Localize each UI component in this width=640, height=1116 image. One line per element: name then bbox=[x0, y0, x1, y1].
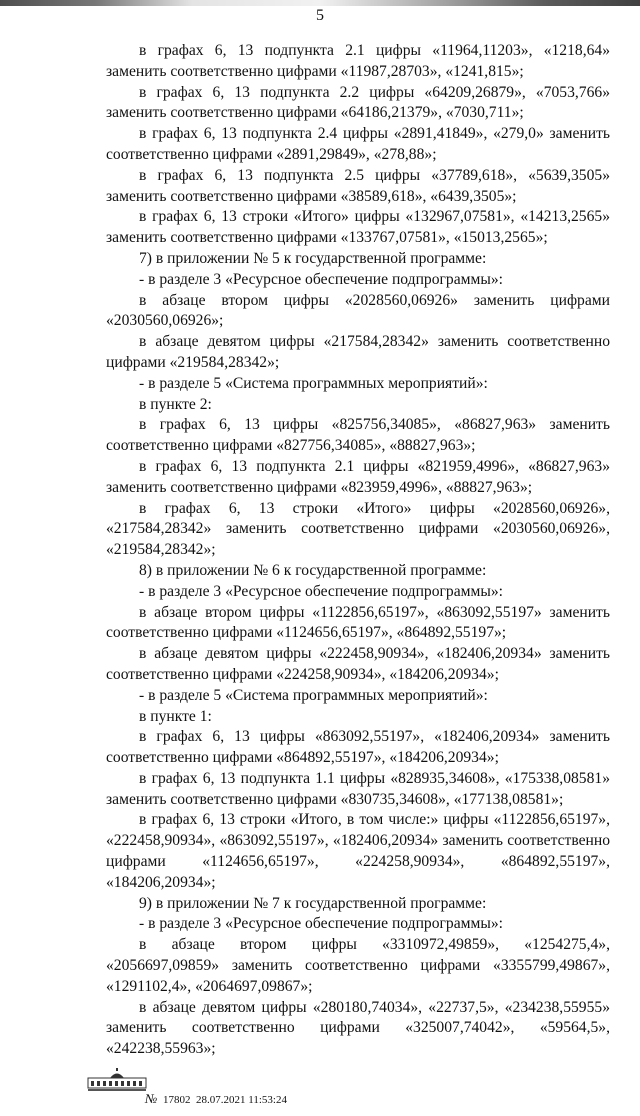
paragraph: 7) в приложении № 5 к государственной программе: bbox=[139, 249, 487, 267]
paragraph: в графах 6, 13 подпункта 2.4 цифры «2891,41849», «279,0» заменить соответственно цифрами «2891,29849», «278,88»; bbox=[106, 125, 610, 163]
paragraph: - в разделе 3 «Ресурсное обеспечение подпрограммы»: bbox=[139, 582, 503, 600]
paragraph: в пункте 2: bbox=[139, 395, 212, 413]
paragraph: в графах 6, 13 подпункта 2.5 цифры «37789,618», «5639,3505» заменить соответственно цифрами «38589,618», «6439,3505»; bbox=[106, 166, 610, 205]
paragraph: в графах 6, 13 цифры «863092,55197», «182406,20934» заменить соответственно цифрами «864892,55197», «184206,20934»; bbox=[106, 728, 610, 767]
registration-datetime: 28.07.2021 11:53:24 bbox=[196, 1094, 287, 1107]
paragraph: в абзаце втором цифры «3310972,49859», «1254275,4», «2056697,09859» заменить соответственно цифрами «3355799,49867», «1291102,4», «2064697,09867»; bbox=[106, 936, 610, 995]
paragraph: - в разделе 3 «Ресурсное обеспечение подпрограммы»: bbox=[139, 915, 503, 933]
registration-number: 17802 bbox=[163, 1094, 191, 1107]
paragraph: 8) в приложении № 6 к государственной программе: bbox=[139, 561, 487, 579]
document-body bbox=[106, 41, 610, 1060]
paragraph: в графах 6, 13 цифры «825756,34085», «86827,963» заменить соответственно цифрами «827756,34085», «88827,963»; bbox=[106, 416, 610, 455]
paragraph: в пункте 1: bbox=[139, 707, 212, 725]
registration-stamp bbox=[145, 1092, 287, 1107]
page-number: 5 bbox=[316, 7, 324, 24]
paragraph: в графах 6, 13 подпункта 2.2 цифры «64209,26879», «7053,766» заменить соответственно цифрами «64186,21379», «7030,711»; bbox=[106, 83, 610, 122]
scan-edge bbox=[0, 0, 640, 6]
paragraph: в абзаце втором цифры «1122856,65197», «863092,55197» заменить соответственно цифрами «1124656,65197», «864892,55197»; bbox=[106, 603, 610, 642]
paragraph: в графах 6, 13 строки «Итого» цифры «2028560,06926», «217584,28342» заменить соответственно цифрами «2030560,06926», «219584,28342»; bbox=[106, 499, 610, 559]
paragraph: в абзаце девятом цифры «217584,28342» заменить соответственно цифрами «219584,28342»; bbox=[106, 333, 610, 371]
paragraph: в абзаце втором цифры «2028560,06926» заменить цифрами «2030560,06926»; bbox=[106, 291, 610, 330]
paragraph: - в разделе 3 «Ресурсное обеспечение подпрограммы»: bbox=[139, 270, 503, 288]
building-logo-icon bbox=[86, 1068, 148, 1094]
number-symbol: № bbox=[145, 1091, 158, 1107]
paragraph: в графах 6, 13 подпункта 2.1 цифры «821959,4996», «86827,963» заменить соответственно цифрами «823959,4996», «88827,963»; bbox=[106, 457, 610, 496]
footer bbox=[86, 1068, 640, 1116]
paragraph: 9) в приложении № 7 к государственной программе: bbox=[139, 894, 487, 912]
paragraph: в графах 6, 13 строки «Итого» цифры «132967,07581», «14213,2565» заменить соответственно цифрами «133767,07581», «15013,2565»; bbox=[106, 208, 610, 247]
paragraph: - в разделе 5 «Система программных мероприятий»: bbox=[139, 686, 488, 704]
paragraph: в графах 6, 13 подпункта 1.1 цифры «828935,34608», «175338,08581» заменить соответственно цифрами «830735,34608», «177138,08581»; bbox=[106, 769, 610, 808]
paragraph: в графах 6, 13 строки «Итого, в том числе:» цифры «1122856,65197», «222458,90934», «863092,55197», «182406,20934» заменить соответственно цифрами «1124656,65197», «224258,90934», «864892,55197», «184206,20934»; bbox=[106, 811, 610, 891]
paragraph: в абзаце девятом цифры «280180,74034», «22737,5», «234238,55955» заменить соответственно цифрами «325007,74042», «59564,5», «242238,55963»; bbox=[106, 998, 610, 1058]
paragraph: в графах 6, 13 подпункта 2.1 цифры «11964,11203», «1218,64» заменить соответственно цифрами «11987,28703», «1241,815»; bbox=[106, 42, 610, 80]
paragraph: - в разделе 5 «Система программных мероприятий»: bbox=[139, 374, 488, 392]
paragraph: в абзаце девятом цифры «222458,90934», «182406,20934» заменить соответственно цифрами «224258,90934», «184206,20934»; bbox=[106, 645, 610, 683]
